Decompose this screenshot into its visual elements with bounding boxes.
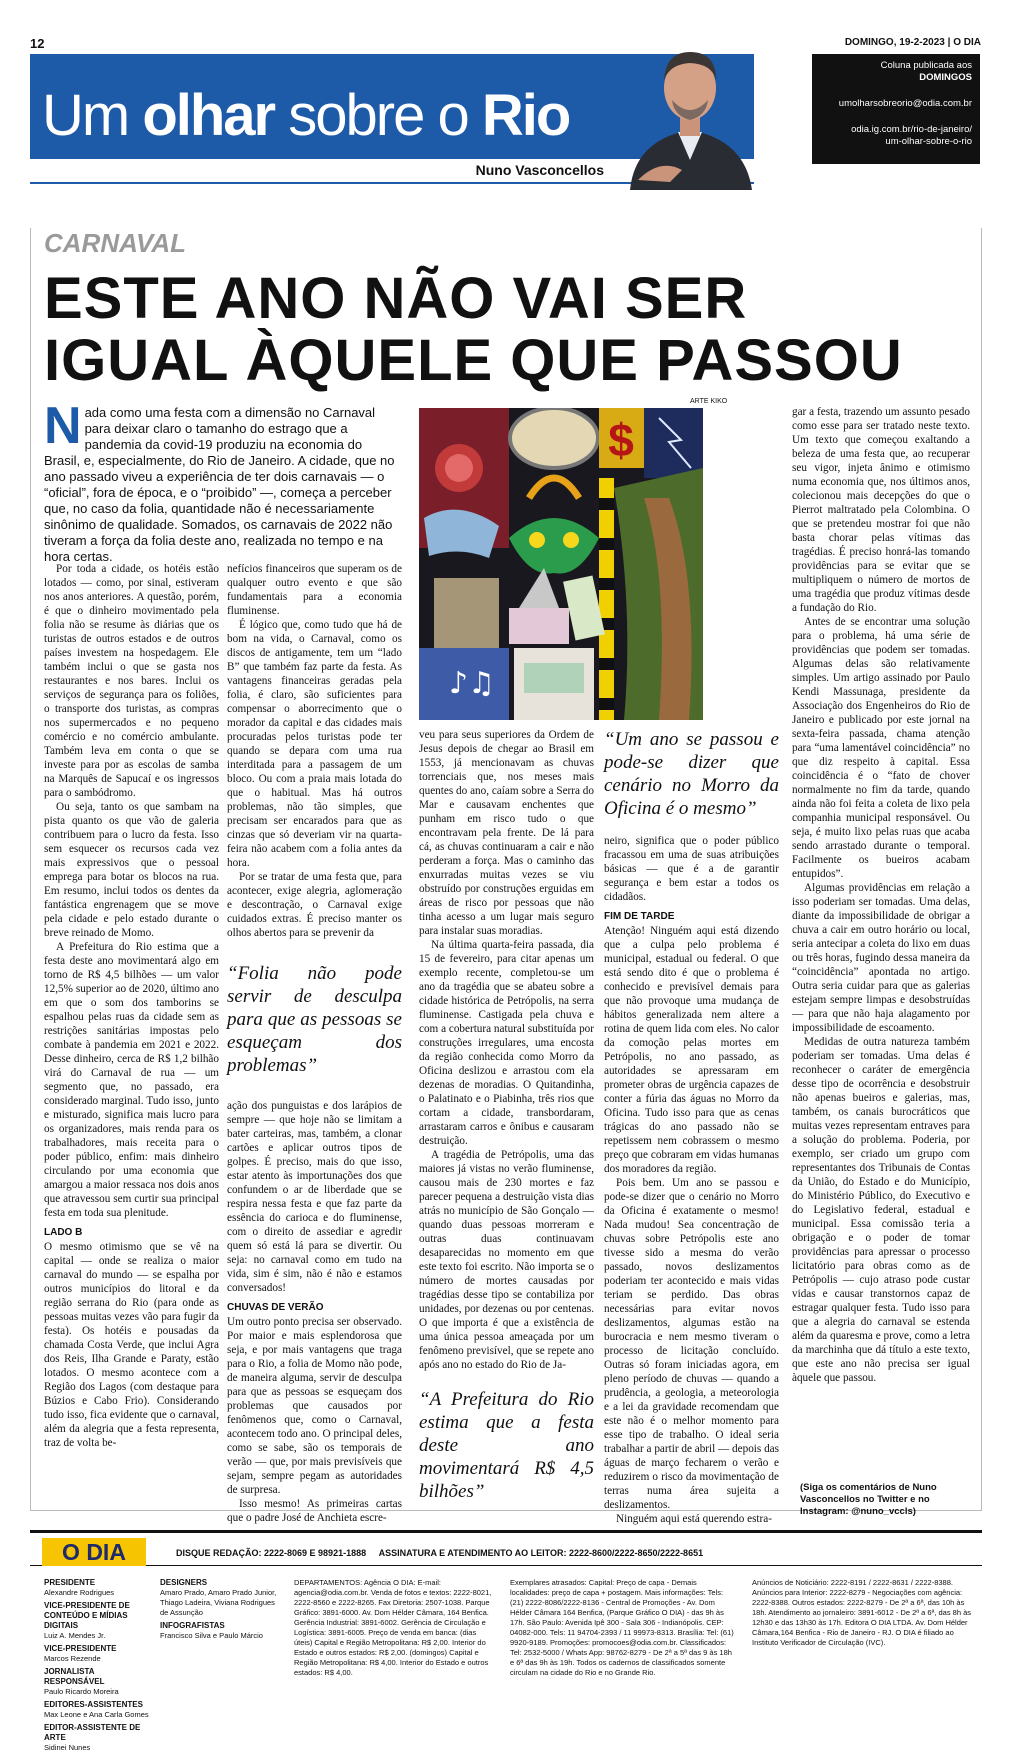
- imprint-person: Marcos Rezende: [44, 1654, 101, 1663]
- imprint-role: VICE-PRESIDENTE DE CONTEÚDO E MÍDIAS DIGITAIS: [44, 1601, 130, 1630]
- author-photo: [620, 30, 760, 190]
- article-lead: Nada como uma festa com a dimensão no Carnaval para deixar claro o tamanho do estrago que a pandemia da covid-19 produziu na economia do Brasil, e, especialmente, do Rio de Janeiro. A cidade, que no ano passado viveu a experiência de ter dois carnavais — o “oficial”, fora de época, e o “proibido” —, começa a perceber que, no caso da folia, quantidade não é necessariamente sinônimo de qualidade. Somados, os carnavais de 2022 não tiveram a força da folia deste ano, realizada no tempo e na hora certas.: [44, 397, 395, 564]
- imprint-person: Amaro Prado, Amaro Prado Junior, Thiago Ladeira, Viviana Rodrigues de Assunção: [160, 1588, 277, 1617]
- pull-quote-2: “Um ano se passou e pode-se dizer que cenário no Morro da Oficina é o mesmo”: [604, 729, 779, 819]
- header-date: DOMINGO, 19-2-2023 | O DIA: [844, 37, 981, 48]
- svg-text:♪♫: ♪♫: [449, 666, 496, 701]
- imprint-role: JORNALISTA RESPONSÁVEL: [44, 1667, 105, 1686]
- article-column-2: nefícios financeiros que superam os de qualquer outro evento e que são fundamentais para a economia fluminense. É lógico que, como tudo que há de bom na vida, o Carnaval, como os discos de antigamente, tem um “lado B” que também faz parte da festa. As vantagens financeiras geradas pela folia, é claro, são suficientes para compensar o aborrecimento que o morador da capital e das cidades mais procuradas pelos turistas pode ter quando se depara com uma rua interditada para a passagem de um bloco. Ou com a praia mais lotada do que o habitual. Mas há outros problemas, não tão simples, que precisam ser encarados para que as cinzas que só deveriam vir na quarta-feira não acabem com a folia antes da hora. Por se tratar de uma festa que, para acontecer, exige alegria, aglomeração e descontração, o Carnaval exige cuidados extras. É preciso manter os olhos abertos para se prevenir da “Folia não pode servir de desculpa para que as pessoas se esqueçam dos problemas” ação dos punguistas e dos larápios de sempre — que hoje não se limitam a bater carteiras, mas, também, a clonar cartões e aplicar outros tipos de golpes. É preciso, mais do que isso, estar atento às importunações dos que confundem o ar de liberdade que se respira nessa festa e que faz parte da essência do carioca e do fluminense, com o direito de assediar e agredir quem só está lá para se divertir. Ou seja: no carnaval como em tudo na vida, sim é sim, não é não e estamos conversados! CHUVAS DE VERÃO Um outro ponto precisa ser observado. Por maior e mais esplendorosa que seja, e por mais vantagens que traga para o Rio, a folia de Momo não pode, de maneira alguma, servir de desculpa para que as pessoas se esqueçam dos problemas que causados por fenômenos que, como o Carnaval, acontecem todo ano. O principal deles, como se sabe, são os temporais de verão — que, por mais previsíveis que sejam, sempre pegam as autoridades de surpresa. Isso mesmo! As primeiras cartas que o padre José de Anchieta escre-: [227, 563, 402, 1524]
- o-dia-logo: O DIA: [42, 1538, 146, 1566]
- imprint-ads: Anúncios de Noticiário: 2222-8191 / 2222-8631 / 2222-8388. Anúncios para Interior: 2222-8279 - Negociações com agência: 2222-8388. Outros estados: 2222-8279 - De 2ª a 6ª, das 10h às 18h. Atendimento ao jornaleiro: 3891-6012 - De 2ª a 6ª, das 8h às 12h30 e das 13h30 às 17h. Editora O DIA LTDA. Av. Dom Hélder Câmara,164 Benfica - Rio de Janeiro - RJ. O DIA é filiado ao Instituto Verificador de Circulação (IVC).: [752, 1578, 972, 1647]
- imprint-person: Francisco Silva e Paulo Márcio: [160, 1631, 263, 1640]
- article-column-5: gar a festa, trazendo um assunto pesado como esse para ser tratado neste texto. Um texto que começou exaltando a beleza de uma festa que, ao recuperar seu vigor, injeta ânimo e otimismo numa economia que, nos últimos anos, colecionou mais decepções do que o Pierrot maltratado pela Colombina. O que se pretendeu mostrar foi que não basta chorar pelas vítimas das tragédias. É preciso honrá-las tomando providências para se evitar que se multipliquem o número de mortos de uma tragédia que produz vítimas desde a fundação do Rio. Antes de se encontrar uma solução para o problema, há uma série de providências que podem ser tomadas. Algumas delas são relativamente simples. Um artigo assinado por Paulo Kendi Massunaga, presidente da Associação dos Engenheiros do Rio de Janeiro e publicado por este jornal na sexta-feira passada, chama atenção para “uma lamentável coincidência” no que diz respeito à capital. Essa coincidência é o “fato de chover normalmente no fim da tarde, quando ainda não foi feita a coleta de lixo pela companhia municipal responsável. Ou seja, é muito lixo pelas ruas que acaba sendo arrastado durante o temporal. Facilmente os bueiros acabam entupidos”. Algumas providências em relação a isso poderiam ser tomadas. Uma delas, diante da impossibilidade de obrigar a chuva a cair em outro horário ou local, seria antecipar a coleta do lixo em duas ou três horas, fugindo dessa maneira da “coincidência” apontada no artigo. Outra seria cuidar para que as galerias estejam sempre limpas e desobstruídas — para que não haja alagamento por impossibilidade de escoamento. Medidas de outra natureza também poderiam ser tomadas. Uma delas é reconhecer o caráter de emergência desse tipo de ocorrência e desobstruir não apenas bueiros e galerias, mas, também, os canais burocráticos que muitas vezes representam entraves para a solução do problema. Poderia, por exemplo, ser criado um grupo com representantes dos Tribunais de Contas da União, do Estado e do Município, do Ministério Público, do Executivo e do Legislativo federal, estadual e municipal. Essa comissão teria a obrigação e o poder de tomar providências para apressar o processo licitatório para obras como as de Petrópolis — cujo atraso pode custar vidas e causar transtornos capaz de estragar qualquer festa. Tudo isso para que a alegria do carnaval se estenda além da quaresma e prove, como a letra da marchinha que dá título a este texto, que este ano não precisa ser igual àquele que passou.: [792, 406, 970, 1384]
- pull-quote-1: “Folia não pode servir de desculpa para que as pessoas se esqueçam dos problemas”: [227, 963, 402, 1076]
- imprint-design: [160, 1578, 285, 1644]
- imprint-role: EDITORES-ASSISTENTES: [44, 1700, 143, 1709]
- imprint-person: Sidinei Nunes: [44, 1743, 91, 1752]
- column-url[interactable]: odia.ig.com.br/rio-de-janeiro/: [851, 124, 972, 135]
- author-social-signoff: (Siga os comentários de Nuno Vasconcellos no Twitter e no Instagram: @nuno_vccls): [800, 1482, 937, 1517]
- carnival-collage-illustration: [419, 408, 703, 720]
- subheading-fim-de-tarde: FIM DE TARDE: [604, 911, 675, 922]
- imprint-person: Max Leone e Ana Carla Gomes: [44, 1710, 149, 1719]
- imprint-sales: Exemplares atrasados: Capital: Preço de capa - Demais localidades: preço de capa + postagem. Mais informações: Tels: (21) 2222-8086/2222-8136 - Central de Promoções - Av. Dom Hélder Câmara 164 Benfica, (Parque Gráfico O DIA) - das 9h às 17h. São Paulo: Avenida Ipê 300 - Sala 306 - Indianópolis. CEP: 04082-000. Tels: 11 94704-2393 / 11 99973-8313. Brasília: Tel: (61) 9920-9189. Promoções: promocoes@odia.com.br. Classificados: Tel: 2532-5000 / Whats App: 98762-8279 - De 2ª a 5ª das 9 às 18h e 6ª das 9h às 19h. Todos os cadernos de classificados somente circulam na cidade do Rio e no Grande Rio.: [510, 1578, 734, 1677]
- art-credit: ARTE KIKO: [690, 398, 728, 405]
- article-column-1: Por toda a cidade, os hotéis estão lotados — como, por sinal, estiveram nos anos anteriores. A questão, porém, é que o dinheiro movimentado pela folia não se resume às diárias que os turistas de outros estados e de outros países investem na hospedagem. Ele também inclui o que se gasta nos restaurantes e nos bares. Inclui os serviços de segurança para os foliões, o transporte dos turistas, as compras nos supermercados e no pequeno comércio e no comércio ambulante. Também leva em conta o que se investe para por as escolas de samba na Marquês de Sapucaí e os ingressos para o sambódromo. Ou seja, tanto os que sambam na pista quanto os que vão de galeria contribuem para o lucro da festa. Isso sem esquecer os recursos cada vez mais expressivos que o pessoal emprega para botar os blocos na rua. Em resumo, inclui todos os dentes da fantástica engrenagem que se move pela cidade e pelo estado durante o breve reinado de Momo. A Prefeitura do Rio estima que a festa deste ano movimentará algo em torno de R$ 4,5 bilhões — um valor 12,5% superior ao de 2020, último ano em que o som dos tamborins se espalhou pelas ruas da cidade sem as restrições sanitárias impostas pelo combate à pandemia em 2021 e 2022. Desse dinheiro, cerca de R$ 1,2 bilhão virá do Carnaval de rua — um segmento que, no passado, era considerado marginal. Tudo isso, junto e misturado, significa mais lucro para os organizadores, mais renda para os trabalhadores, mais receita para o poder público, enfim: mais dinheiro circulando por uma economia que amargou a maior ressaca nos dois anos que atravessou sem curtir sua principal festa em toda sua plenitude. LADO B O mesmo otimismo que se vê na capital — onde se realiza o maior carnaval do mundo — se espalha por outros municípios do litoral e da região serrana do Rio (para onde as pessoas muitas vezes vão para fugir da festa). Os hotéis e pousadas da chamada Costa Verde, que inclui Agra dos Reis, Ilha Grande e Paraty, estão lotados. O mesmo acontece com a Região dos Lagos (com destaque para Búzios e Cabo Frio). Considerando tudo isso, fica evidente que o carnaval, além da alegria que a festa representa, traz de volta be-: [44, 563, 219, 1449]
- contact-box: Coluna publicada aos DOMINGOS umolharsobreorio@odia.com.br odia.ig.com.br/rio-de-janeiro/ um-olhar-sobre-o-rio: [812, 54, 980, 164]
- section-kicker: CARNAVAL: [44, 228, 187, 258]
- svg-text:$: $: [608, 414, 634, 466]
- page-number: 12: [30, 36, 45, 51]
- imprint-staff: [44, 1578, 154, 1754]
- headline: ESTE ANO NÃO VAI SER IGUAL ÀQUELE QUE PASSOU: [44, 266, 903, 393]
- imprint-person: Alexandre Rodrigues: [44, 1588, 115, 1597]
- imprint-person: Luiz A. Mendes Jr.: [44, 1631, 106, 1640]
- imprint-role: EDITOR-ASSISTENTE DE ARTE: [44, 1723, 141, 1742]
- imprint-role: PRESIDENTE: [44, 1578, 96, 1587]
- imprint-role: DESIGNERS: [160, 1578, 208, 1587]
- pull-quote-3: “A Prefeitura do Rio estima que a festa deste ano movimentará R$ 4,5 bilhões”: [419, 1389, 594, 1502]
- subheading-chuvas: CHUVAS DE VERÃO: [227, 1302, 324, 1313]
- author-name: Nuno Vasconcellos: [30, 162, 754, 182]
- imprint-departments: DEPARTAMENTOS: Agência O DIA: E-mail: agencia@odia.com.br. Venda de fotos e textos: 2222-8021, 2222-8560 e 2222-8265. Fax Diretoria: 2507-1038. Parque Gráfico: 3891-6000. Av. Dom Hélder Câmara, 164 Benfica. Gerência Industrial: 3891-6002. Gerência de Circulação e Logística: 3891-6005. Preço de venda em banca: (dias úteis) Capital e Região Metropolitana: R$ 2,00. Interior do Estado e outros estados: R$ 2,00. (domingos) Capital e Região Metropolitana: R$ 4,00. Interior do Estado e outros estados: R$ 4,00.: [294, 1578, 492, 1677]
- imprint-role: VICE-PRESIDENTE: [44, 1644, 117, 1653]
- column-title: Um olhar sobre o Rio: [42, 83, 570, 148]
- imprint-role: INFOGRAFISTAS: [160, 1621, 225, 1630]
- article-column-4: “Um ano se passou e pode-se dizer que cenário no Morro da Oficina é o mesmo” neiro, significa que o poder público fracassou em uma de suas atribuições básicas — que é a de garantir segurança e bem estar a todos os cidadãos. FIM DE TARDE Atenção! Ninguém aqui está dizendo que a culpa pelo problema é municipal, estadual ou federal. O que está sendo dito é que o problema é conhecido e previsível demais para que não provoque uma mudança de hábitos generalizada nem altere a rotina de quem lida com eles. No calor da comoção pelas mortes em Petrópolis, no ano passado, as autoridades se apressaram em prometer obras de urgência capazes de conter a fúria das águas no Morro da Oficina. Tudo isso para que as cenas trágicas do ano passado não se repetissem nem cobrassem o mesmo preço que cobraram em vidas humanas dos moradores da região. Pois bem. Um ano se passou e pode-se dizer que o cenário no Morro da Oficina é exatamente o mesmo! Nada mudou! Sea concentração de chuvas sobre Petrópolis este ano tivesse sido a mesma do verão passado, novos deslizamentos poderiam ter acontecido e mais vidas teriam se perdido. Das obras necessárias para evitar novos deslizamentos, algumas estão na burocracia e nem mesmo tiveram o processo de licitação concluído. Outras só foram iniciadas agora, em pleno período de chuvas — quando a prudência, a geologia, a meteorologia e a lei da gravidade recomendam que este não é o melhor momento para esse tipo de trabalho. O ideal seria trabalhar a partir de abril — depois das águas de março fecharem o verão e reduzirem o risco da movimentação de terras numa área sujeita a deslizamentos. Ninguém aqui está querendo estra-: [604, 729, 779, 1525]
- article-column-3: veu para seus superiores da Ordem de Jesus depois de chegar ao Brasil em 1553, já mencionavam as chuvas torrenciais que, nos meses mais quentes do ano, caíam sobre a Serra do Mar e causavam enchentes que punham em risco tudo o que encontravam pela frente. De lá para cá, as chuvas continuaram a cair e não perderam a força. Mas o caminho das enxurradas muitas vezes se viu obstruído por construções erguidas em áreas de risco por pessoas que não tinha acesso a um lugar mais seguro para instalar suas moradias. Na última quarta-feira passada, dia 15 de fevereiro, para citar apenas um exemplo recente, completou-se um ano da tragédia que se abateu sobre a cidade histórica de Petrópolis, na serra fluminense. Castigada pela chuva e com a cobertura natural substituída por construções irregulares, uma encosta da região conhecida como Morro da Oficina deslizou e arrastou com ela dezenas de moradias. O Quitandinha, o Palatinato e o Piabinha, três rios que cortam a cidade, transbordaram, arrastaram carros e ônibus e causaram destruição. A tragédia de Petrópolis, uma das maiores já vistas no verão fluminense, causou mais de 230 mortes e faz parecer pequena a destruição vista dias atrás no município de São Gonçalo — quando duas pessoas morreram e outras duas continuavam desaparecidas no momento em que este texto foi escrito. Não importa se o número de mortes causadas por tragédias desse tipo se contabiliza por unidades, por dezenas ou por centenas. O que importa é que a existência de uma única pessoa ameaçada por um fenômeno previsível, que se repete ano após ano no estado do Rio de Ja- “A Prefeitura do Rio estima que a festa deste ano movimentará R$ 4,5 bilhões”: [419, 729, 594, 1502]
- column-email[interactable]: umolharsobreorio@odia.com.br: [838, 98, 972, 109]
- imprint-person: Paulo Ricardo Moreira: [44, 1687, 119, 1696]
- newsroom-phones: DISQUE REDAÇÃO: 2222-8069 E 98921-1888 ASSINATURA E ATENDIMENTO AO LEITOR: 2222-8600/2222-8650/2222-8651: [176, 1548, 704, 1558]
- subheading-lado-b: LADO B: [44, 1227, 83, 1238]
